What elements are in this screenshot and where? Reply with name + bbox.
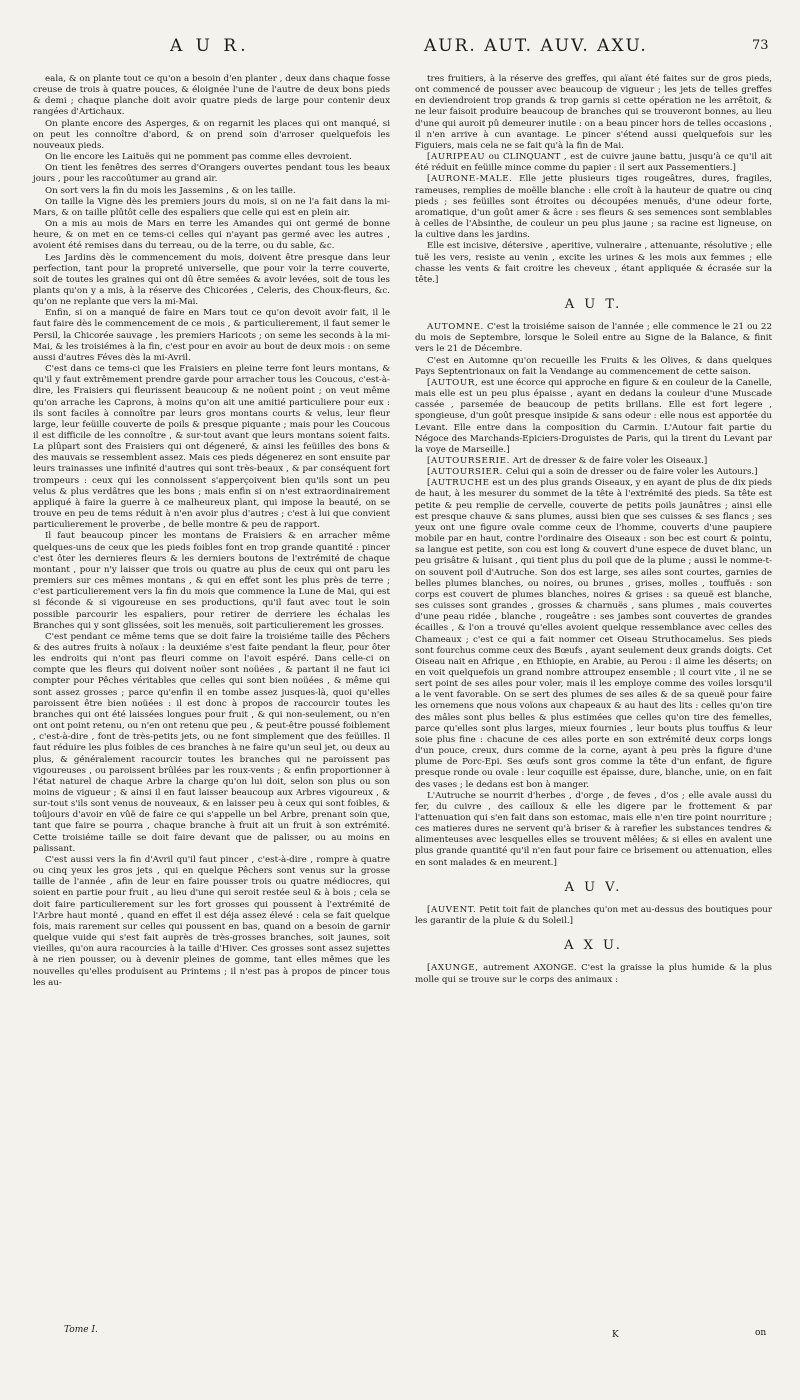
section-heading: A U T. [564, 296, 623, 312]
right-paragraph: tres fruitiers, à la réserve des greffes, qui aïant été faites sur de gros pieds, ont commencé de pousser avec beaucoup de vigueur ; les jets de telles greffes en deviendroient trop grands & trop garnis si cette opération ne les arrêtoit, & ne leur faisoit produire beaucoup de branches qui se trouveront bonnes, au lieu d'une qui auroit pû demeurer inutile : on a beau pincer hors de telles occasions , il n'en arrive à cun avantage. Le pincer s'étend aussi quelquefois sur les Figuiers, mais cela ne se fait qu'à la fin de Mai. [415, 74, 772, 151]
signature-mark: K [612, 1330, 619, 1340]
left-paragraph: eala, & on plante tout ce qu'on a besoin d'en planter , deux dans chaque fosse creuse de trois à quatre pouces, & éloignée l'une de l'autre de deux bons pieds & demi ; chaque planche doit avoir quatre pieds de large pour contenir deux rangées d'Artichaux. [33, 74, 390, 118]
left-column [33, 74, 390, 989]
section-heading: A X U. [564, 938, 623, 954]
dictionary-entry [415, 152, 772, 174]
left-paragraph: On tient les fenêtres des serres d'Orangers ouvertes pendant tous les beaux jours , pour les raccoûtumer au grand air. [33, 163, 390, 185]
catchword: on [755, 1328, 767, 1338]
section-heading: A U V. [564, 879, 623, 895]
entry-text: Elle jette plusieurs tiges rougeâtres, dures, fragiles, rameuses, remplies de moëlle blanche : elle croît à la hauteur de quatre ou cinq pieds ; ses feüilles sont étroites ou découpées menuës, d'une odeur forte, aromatique, d'un goût amer & âcre : ses fleurs & ses semences sont semblables à celles de l'Absinthe, de couleur un peu plus jaune ; sa racine est ligneuse, on la cultive dans les jardins. [415, 174, 772, 241]
left-paragraph: C'est aussi vers la fin d'Avril qu'il faut pincer , c'est-à-dire , rompre à quatre ou cinq yeux les gros jets , qui en quelque Pêchers sont venus sur la grosse taille de l'année , afin de leur en faire pousser trois ou quatre médiocres, qui soient en partie pour fruit , au lieu d'une qui seroit restée seul & à bois ; cela se doit faire particulierement sur les fort grosses qui poussent à l'extrémité de l'Arbre haut monté , quand en effet il est déja assez élevé : cela se fait quelque fois, mais rarement sur celles qui poussent en bas, quand on a besoin de garnir quelque vuide qui s'est fait auprès de très-grosses branches, soit jaunes, soit vieilles, qu'on aura racourcies à la taille d'Hiver. Ces grosses sont assez sujettes à ne rien pousser, ou à devenir pleines de gomme, tant elles mêmes que les nouvelles qu'elles produisent au Printems ; il n'est pas à propos de pincer tous les au- [33, 854, 390, 988]
entry-text: Petit toit fait de planches qu'on met au-dessus des boutiques pour les garantir de la pluie & du Soleil.] [415, 904, 772, 927]
entry-headword: [AUTRUCHE [427, 478, 490, 489]
left-paragraph: On sort vers la fin du mois les Jassemins , & on les taille. [45, 185, 296, 196]
left-paragraph: Enfin, si on a manqué de faire en Mars tout ce qu'on devoit avoir fait, il le faut faire dès le commencement de ce mois , & particulierement, il faut semer le Persil, la Chicorée sauvage , les premiers Haricots ; on seme les seconds à la mi-Mai, & les troisiémes à la fin, c'est pour en avoir au bout de deux mois : on seme aussi d'autres Féves dès la mi-Avril. [33, 308, 390, 363]
page-number: 73 [752, 38, 769, 53]
right-paragraph: L'Autruche se nourrit d'herbes , d'orge , de feves , d'os ; elle avale aussi du fer, du cuivre , des cailloux & elle les digere par le frottement & par l'attenuation qui s'en fait dans son estomac, mais elle n'en tire point nourriture ; ces matieres dures ne servent qu'à briser & à rarefier les substances tendres & alimenteuses avec lesquelles elles se trouvent mêlées; & si elles en avalent une plus grande quantité qu'il n'en faut pour faire ce brisement ou attenuation, elles en sont malades & en meurent.] [415, 790, 772, 868]
dictionary-entry [415, 174, 772, 241]
left-paragraph: On taille la Vigne dès les premiers jours du mois, si on ne l'a fait dans la mi-Mars, & on taille plûtôt celle des espaliers que celle qui est en plein air. [33, 196, 390, 218]
dictionary-entry [415, 478, 772, 790]
running-head-left: A U R. [170, 36, 250, 56]
entry-headword: [AUTOURSERIE. [427, 456, 510, 466]
entry-text: C'est la troisiéme saison de l'année ; elle commence le 21 ou 22 du mois de Septembre, lorsque le Soleil entre au Signe de la Balance, & finit vers le 21 de Décembre. [415, 322, 772, 355]
left-paragraph: Les Jardins dès le commencement du mois, doivent être presque dans leur perfection, tant pour la propreté universelle, que pour voir la terre couverte, soit de toutes les graines qui ont dû être semées & avoir levées, soit de tous les plants qu'on y a mis, à la réserve des Chicorées , Celeris, des Choux-fleurs, &c. qu'on ne replante que vers la mi-Mai. [33, 252, 390, 308]
volume-footer: Tome I. [64, 1325, 98, 1335]
dictionary-entry [415, 905, 772, 927]
entry-headword: [AURONE-MALE. [427, 174, 513, 185]
entry-headword: [AXUNGE, [427, 963, 479, 974]
left-paragraph: C'est pendant ce même tems que se doit faire la troisiéme taille des Pêchers & des autres fruits à noïaux : la deuxiéme s'est faite pendant la fleur, pour ôter les endroits qui n'ont pas fleuri comme on l'avoit espéré. Dans celle-ci on compte que les fleurs qui doivent noüer sont noüées , & partant il ne faut ici compter pour Pêches véritables que celles qui sont bien noüées , & même qui sont assez grosses ; parce qu'enfin il en tombe assez jusques-là, quoi qu'elles paroissent être bien noüées : il est donc à propos de raccourcir toutes les branches qui ont été laissées longues pour fruit , & qui non-seulement, ou n'en ont ont point retenu, ou n'en ont retenu que peu , & peut-être poussé foiblement , c'est-à-dire , font de très-petits jets, ou ne font simplement que des feüilles. Il faut réduire les plus foibles de ces branches à ne faire qu'un seul jet, ou deux au plus, & généralement racourcir toutes les branches qui ne paroissent pas vigoureuses , ou paroissent brûlées par les roux-vents ; & enfin proportionner à l'état naturel de chaque Arbre la charge qu'on lui doit, selon son plus ou son moins de vigueur ; & ainsi il en faut laisser beaucoup aux Arbres vigoureux , & sur-tout s'ils sont venus de nouveaux, & en laisser peu à ceux qui sont foibles, & toûjours d'avoir en vûë de faire ce qui s'appelle un bel Arbre, prenant soin que, tant que faire se pourra , chaque branche à fruit ait un fruit à son extrémité. Cette troisiéme taille se doit faire devant que de palisser, ou au moins en palissant. [33, 631, 390, 854]
dictionary-entry [415, 456, 772, 467]
entry-text: Art de dresser & de faire voler les Oiseaux.] [509, 456, 708, 466]
entry-headword: [AUTOURSIER. [427, 467, 503, 478]
right-paragraph: C'est en Automne qu'on recueille les Fruits & les Olives, & dans quelques Pays Septentrionaux on fait la Vendange au commencement de cette saison. [415, 355, 772, 377]
entry-headword: [AUVENT. [427, 904, 477, 915]
right-paragraph: Elle est incisive, détersive , aperitive, vulneraire , attenuante, résolutive ; elle tuë les vers, resiste au venin , excite les urines & les mois aux femmes ; elle chasse les vents & fait croitre les cheveux , étant appliquée & écrasée sur la tête.] [415, 241, 772, 285]
dictionary-entry [415, 467, 772, 478]
running-head [0, 36, 800, 58]
entry-text: est un des plus grands Oiseaux, y en ayant de plus de dix pieds de haut, à les mesurer du sommet de la tête à l'extrémité des pieds. Sa tête est petite & peu remplie de cervelle, couverte de petits poils jaunâtres ; ainsi elle est presque chauve & sans plumes, aussi bien que ses cuisses & ses flancs ; ses yeux ont une figure ovale comme ceux de l'homme, couverts d'une paupiere mobile par en haut, contre l'ordinaire des Oiseaux : son bec est court & pointu, sa langue est petite, son cou est long & couvert d'une espece de duvet blanc, un peu grisâtre & luisant , qui tient plus du poil que de la plume ; aussi le nomme-t-on souvent poil d'Autruche. Son dos est large, ses ailes sont courtes, garnies de belles plumes blanches, ou noires, ou brunes , grises, molles , touffuës : son corps est couvert de plumes blanches, noires & grises : sa queuë est blanche, ses cuisses sont grandes , grosses & charnuës , sans plumes , mais couvertes d'une peau ridée , blanche , rougeâtre : ses jambes sont couvertes de grandes écailles , & l'on a trouvé qu'elles avoient quelque ressemblance avec celles des Chameaux ; c'est ce qui a fait nommer cet Oiseau Struthocamelus. Ses pieds sont fourchus comme ceux des Bœufs , ayant seulement deux grands doigts. Cet Oiseau nait en Afrique , en Ethiopie, en Arabie, au Perou : il aime les déserts; on en voit quelquefois un grand nombre attroupez ensemble ; il court vite , il ne se sert point de ses ailes pour voler, mais il les employe comme des voiles lorsqu'il a le vent favorable. On se sert des plumes de ses ailes & de sa queuë pour faire les ornemens que nous voïons aux chapeaux & au haut des lits : celles qu'on tire des mâles sont plus belles & plus estimées que celles qu'on tire des femelles, parce qu'elles sont plus larges, mieux fournies , leur bouts plus touffus & leur soie plus fine : chacune de ces ailes porte en son extrémité deux corps longs d'un pouce, creux, durs comme de la corne, ayant à peu près la figure d'une plume de Porc-Epi. Ses œufs sont gros comme la tête d'un enfant, de figure presque ronde ou ovale : leur coquille est épaisse, dure, blanche, unie, on en fait des vases ; le dedans est bon à manger. [415, 478, 772, 790]
left-paragraph: On a mis au mois de Mars en terre les Amandes qui ont germé de bonne heure, & on met en ce tems-ci celles qui n'ayant pas germé avec les autres , avoient été remises dans du terreau, ou de la terre, ou du sable, &c. [33, 219, 390, 252]
dictionary-entry [415, 963, 772, 985]
entry-headword: AUTOMNE. [427, 322, 484, 333]
entry-headword: [AUTOUR, [427, 377, 479, 388]
dictionary-entry [415, 322, 772, 355]
dictionary-entry [415, 378, 772, 456]
entry-text: Celui qui a soin de dresser ou de faire voler les Autours.] [503, 467, 758, 478]
left-paragraph: On lie encore les Laituës qui ne pomment pas comme elles devroient. [45, 152, 352, 163]
right-column [415, 74, 772, 986]
left-paragraph: Il faut beaucoup pincer les montans de Fraisiers & en arracher même quelques-uns de ceux que les pieds foibles font en trop grande quantité : pincer c'est ôter les dernieres fleurs & les derniers boutons de l'extrémité de chaque montant , pour n'y laisser que trois ou quatre au plus de ceux qui ont paru les premiers sur ces mêmes montans , & qui en effet sont les plus près de terre ; c'est particulierement vers la fin du mois que commence la Lune de Mai, qui est si féconde & si vigoureuse en ses productions, qu'il faut avec tout le soin possible parcourir les espaliers, pour retirer de derriere les échalas les Branches qui y sont glissées, soit les menuës, soit particulierement les grosses. [33, 531, 390, 631]
left-paragraph: C'est dans ce tems-ci que les Fraisiers en pleine terre font leurs montans, & qu'il y faut extrêmement prendre garde pour arracher tous les Coucous, c'est-à-dire, les Fraisiers qui fleurissent beaucoup & ne noüent point ; on veut même qu'on arrache les Caprons, à moins qu'on ait une amitié particuliere pour eux : ils sont faciles à connoître par leurs gros montans courts & velus, leur fleur large, leur feüille couverte de poils & presque piquante ; mais pour les Coucous il est difficile de les connoître , & sur-tout avant que leurs montans soient faits. La plûpart sont des Fraisiers qui ont dégeneré, & ainsi les feüilles des bons & des mauvais se ressemblent assez. Mais ces pieds dégenerez en sont ensuite par leurs trainasses une infinité d'autres qui sont très-beaux , & par conséquent fort trompeurs : ceux qui les connoissent s'apperçoivent bien qu'ils sont un peu velus & plus verdâtres que les bons ; mais enfin si on n'est extraordinairement appliqué à faire la guerre à ce malheureux plant, qui impose la beauté, on se trouve en peu de tems réduit à n'en avoir plus d'autres ; c'est à lui que convient particulierement le proverbe , de belle montre & peu de rapport. [33, 364, 390, 531]
entry-text: autrement AXONGE. C'est la graisse la plus humide & la plus molle qui se trouve sur le corps des animaux : [415, 963, 772, 985]
entry-text: ou CLINQUANT , est de cuivre jaune battu, jusqu'à ce qu'il ait été réduit en feüille mince comme du papier : il sert aux Passementiers.] [415, 152, 772, 174]
left-paragraph: On plante encore des Asperges, & on regarnit les places qui ont manqué, si on peut les connoître d'abord, & on prend soin d'arroser quelquefois les nouveaux pieds. [33, 118, 390, 151]
entry-text: est une écorce qui approche en figure & en couleur de la Canelle, mais elle est un peu plus épaisse , ayant en dedans la couleur d'une Muscade cassée , parsemée de beaucoup de petits brillans. Elle est fort legere , spongieuse, d'un goût presque insipide & sans odeur : elle nous est apportée du Levant. Elle entre dans la composition du Carmin. L'Autour fait partie du Négoce des Marchands-Epiciers-Droguistes de Paris, qui la tirent du Levant par la voye de Marseille.] [415, 377, 772, 455]
entry-headword: [AURIPEAU [427, 152, 486, 163]
running-head-right: AUR. AUT. AUV. AXU. [424, 36, 648, 56]
